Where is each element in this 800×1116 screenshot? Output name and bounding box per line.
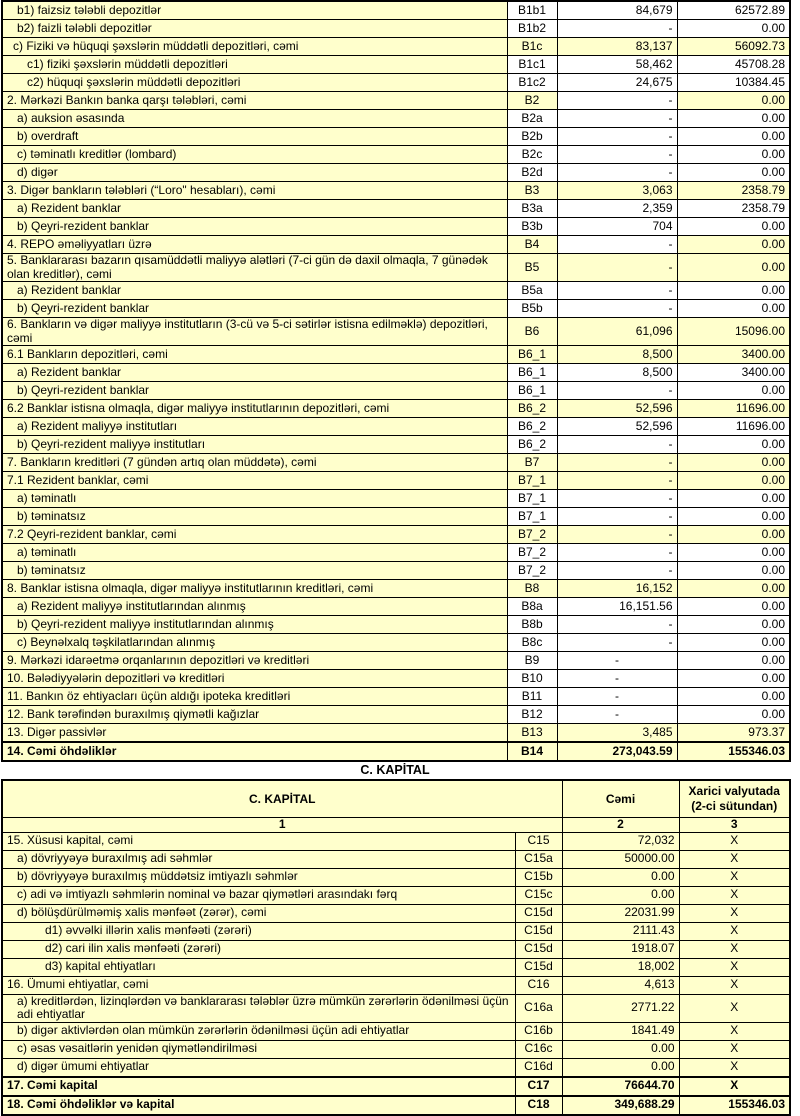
row-total-value: - xyxy=(557,454,677,472)
row-code: B8b xyxy=(507,616,557,634)
row-code: B6_2 xyxy=(507,400,557,418)
table-row xyxy=(2,634,790,652)
row-foreign-currency-value: 0.00 xyxy=(677,436,790,454)
row-code: B1c1 xyxy=(507,56,557,74)
table-row xyxy=(2,346,790,364)
liabilities-table xyxy=(1,0,791,762)
capital-header-foreign: Xarici valyutada (2-ci sütundan) xyxy=(679,780,790,818)
row-total-value: - xyxy=(557,382,677,400)
row-code: B6_1 xyxy=(507,382,557,400)
row-foreign-currency-value: 45708.28 xyxy=(677,56,790,74)
row-foreign-currency-value: 11696.00 xyxy=(677,418,790,436)
row-code: B1c2 xyxy=(507,74,557,92)
row-total-value: - xyxy=(557,616,677,634)
row-total-value: 704 xyxy=(557,218,677,236)
row-code: B8c xyxy=(507,634,557,652)
row-code: B7_1 xyxy=(507,472,557,490)
row-label: b1) faizsiz tələbli depozitlər xyxy=(2,1,507,20)
row-foreign-currency-value: 0.00 xyxy=(677,652,790,670)
row-total-value: - xyxy=(557,236,677,254)
row-total-value: 22031.99 xyxy=(562,904,679,922)
row-foreign-currency-value: 973.37 xyxy=(677,724,790,743)
row-foreign-currency-value: 0.00 xyxy=(677,92,790,110)
row-total-value: 16,152 xyxy=(557,580,677,598)
row-foreign-currency-value: 0.00 xyxy=(677,544,790,562)
row-foreign-currency-value: X xyxy=(679,886,790,904)
row-foreign-currency-value: 15096.00 xyxy=(677,318,790,346)
row-label: 15. Xüsusi kapital, cəmi xyxy=(2,832,515,850)
row-foreign-currency-value: 0.00 xyxy=(677,146,790,164)
row-code: B8a xyxy=(507,598,557,616)
table-row xyxy=(2,742,790,761)
row-foreign-currency-value: X xyxy=(679,832,790,850)
table-row xyxy=(2,922,790,940)
row-foreign-currency-value: 0.00 xyxy=(677,218,790,236)
capital-header-total: Cəmi xyxy=(562,780,679,818)
row-total-value: 0.00 xyxy=(562,868,679,886)
table-row xyxy=(2,1058,790,1077)
table-row xyxy=(2,1040,790,1058)
row-label: 3. Digər bankların tələbləri (“Loro" hesabları), cəmi xyxy=(2,182,507,200)
row-code: C16 xyxy=(515,976,562,994)
row-code: C16d xyxy=(515,1058,562,1077)
table-row xyxy=(2,1096,790,1115)
row-label: a) Rezident maliyyə institutları xyxy=(2,418,507,436)
row-code: C15c xyxy=(515,886,562,904)
row-code: C16a xyxy=(515,994,562,1022)
row-code: B6_2 xyxy=(507,436,557,454)
row-foreign-currency-value: 2358.79 xyxy=(677,200,790,218)
table-row xyxy=(2,20,790,38)
row-label: d) digər xyxy=(2,164,507,182)
row-label: a) Rezident maliyyə institutlarından alınmış xyxy=(2,598,507,616)
table-row xyxy=(2,364,790,382)
table-row xyxy=(2,940,790,958)
row-label: 6.1 Bankların depozitləri, cəmi xyxy=(2,346,507,364)
row-code: B7_2 xyxy=(507,544,557,562)
table-row xyxy=(2,74,790,92)
table-row xyxy=(2,454,790,472)
row-code: B2c xyxy=(507,146,557,164)
row-code: B6 xyxy=(507,318,557,346)
table-row xyxy=(2,300,790,318)
row-total-value: 18,002 xyxy=(562,958,679,976)
table-row xyxy=(2,110,790,128)
row-foreign-currency-value: 3400.00 xyxy=(677,346,790,364)
row-code: B5a xyxy=(507,282,557,300)
row-total-value: 3,485 xyxy=(557,724,677,743)
row-label: b) digər aktivlərdən olan mümkün zərərlərin ödənilməsi üçün adi ehtiyatlar xyxy=(2,1022,515,1040)
capital-section-title: C. KAPİTAL xyxy=(360,763,430,777)
table-row xyxy=(2,490,790,508)
row-total-value: 0.00 xyxy=(562,1040,679,1058)
row-foreign-currency-value: 0.00 xyxy=(677,526,790,544)
column-index-2: 2 xyxy=(562,818,679,833)
table-row xyxy=(2,508,790,526)
row-total-value: - xyxy=(557,254,677,282)
row-total-value: - xyxy=(557,128,677,146)
row-foreign-currency-value: X xyxy=(679,850,790,868)
row-total-value: - xyxy=(557,490,677,508)
table-row xyxy=(2,670,790,688)
table-row xyxy=(2,706,790,724)
row-total-value: - xyxy=(557,300,677,318)
row-label: c) adi və imtiyazlı səhmlərin nominal və bazar qiymətləri arasındakı fərq xyxy=(2,886,515,904)
row-code: C15a xyxy=(515,850,562,868)
row-label: d) digər ümumi ehtiyatlar xyxy=(2,1058,515,1077)
row-total-value: 16,151.56 xyxy=(557,598,677,616)
row-total-value: 349,688.29 xyxy=(562,1096,679,1115)
row-total-value: 52,596 xyxy=(557,400,677,418)
row-total-value: 76644.70 xyxy=(562,1077,679,1096)
capital-table-body xyxy=(2,780,790,1115)
row-code: C15d xyxy=(515,904,562,922)
row-total-value: - xyxy=(557,20,677,38)
table-row xyxy=(2,418,790,436)
column-index-3: 3 xyxy=(679,818,790,833)
row-label: b) Qeyri-rezident banklar xyxy=(2,382,507,400)
row-code: B2 xyxy=(507,92,557,110)
row-code: B7_1 xyxy=(507,490,557,508)
table-row xyxy=(2,472,790,490)
row-label: a) kreditlərdən, lizinqlərdən və banklararası tələblər üzrə mümkün zərərlərin ödənilməsi üçün adi ehtiyatlar xyxy=(2,994,515,1022)
row-code: B3a xyxy=(507,200,557,218)
row-code: B2a xyxy=(507,110,557,128)
table-row xyxy=(2,56,790,74)
row-foreign-currency-value: 0.00 xyxy=(677,282,790,300)
table-row xyxy=(2,832,790,850)
row-foreign-currency-value: 155346.03 xyxy=(677,742,790,761)
row-label: b) təminatsız xyxy=(2,508,507,526)
table-row xyxy=(2,236,790,254)
liabilities-table-body xyxy=(2,1,790,761)
row-label: d2) cari ilin xalis mənfəəti (zərəri) xyxy=(2,940,515,958)
row-total-value: - xyxy=(557,508,677,526)
row-label: 13. Digər passivlər xyxy=(2,724,507,743)
table-row xyxy=(2,218,790,236)
table-row xyxy=(2,92,790,110)
row-total-value: - xyxy=(557,544,677,562)
row-foreign-currency-value: X xyxy=(679,1058,790,1077)
row-label: 12. Bank tərəfindən buraxılmış qiymətli kağızlar xyxy=(2,706,507,724)
row-foreign-currency-value: X xyxy=(679,1077,790,1096)
row-label: c2) hüquqi şəxslərin müddətli depozitləri xyxy=(2,74,507,92)
table-row xyxy=(2,1,790,20)
row-label: c1) fiziki şəxslərin müddətli depozitləri xyxy=(2,56,507,74)
row-foreign-currency-value: 0.00 xyxy=(677,508,790,526)
row-total-value: 50000.00 xyxy=(562,850,679,868)
row-foreign-currency-value: 0.00 xyxy=(677,490,790,508)
row-code: B13 xyxy=(507,724,557,743)
row-foreign-currency-value: X xyxy=(679,1022,790,1040)
table-row xyxy=(2,562,790,580)
row-code: B6_1 xyxy=(507,364,557,382)
table-row xyxy=(2,254,790,282)
row-code: B7 xyxy=(507,454,557,472)
row-label: a) auksion əsasında xyxy=(2,110,507,128)
row-code: B5b xyxy=(507,300,557,318)
row-label: b) overdraft xyxy=(2,128,507,146)
row-foreign-currency-value: X xyxy=(679,940,790,958)
row-label: 9. Mərkəzi idarəetmə orqanlarının depozitləri və kreditləri xyxy=(2,652,507,670)
row-foreign-currency-value: 0.00 xyxy=(677,598,790,616)
row-code: B4 xyxy=(507,236,557,254)
row-foreign-currency-value: X xyxy=(679,868,790,886)
row-foreign-currency-value: 0.00 xyxy=(677,454,790,472)
row-label: b) Qeyri-rezident maliyyə institutları xyxy=(2,436,507,454)
row-label: 11. Bankın öz ehtiyacları üçün aldığı ipoteka kreditləri xyxy=(2,688,507,706)
row-label: a) təminatlı xyxy=(2,544,507,562)
row-label: 14. Cəmi öhdəliklər xyxy=(2,742,507,761)
row-foreign-currency-value: 11696.00 xyxy=(677,400,790,418)
row-foreign-currency-value: 0.00 xyxy=(677,300,790,318)
column-index-1: 1 xyxy=(2,818,562,833)
row-total-value: - xyxy=(557,706,677,724)
table-row xyxy=(2,598,790,616)
row-total-value: 58,462 xyxy=(557,56,677,74)
row-foreign-currency-value: 62572.89 xyxy=(677,1,790,20)
table-row xyxy=(2,850,790,868)
row-label: 6. Bankların və digər maliyyə institutların (3-cü və 5-ci sətirlər istisna edilməklə) depozitləri, cəmi xyxy=(2,318,507,346)
row-code: B9 xyxy=(507,652,557,670)
table-row xyxy=(2,544,790,562)
row-code: B2b xyxy=(507,128,557,146)
row-foreign-currency-value: 0.00 xyxy=(677,562,790,580)
table-row xyxy=(2,976,790,994)
row-code: B3b xyxy=(507,218,557,236)
row-total-value: 0.00 xyxy=(562,886,679,904)
row-total-value: - xyxy=(557,526,677,544)
row-code: B6_2 xyxy=(507,418,557,436)
row-total-value: - xyxy=(557,282,677,300)
row-total-value: 1841.49 xyxy=(562,1022,679,1040)
row-foreign-currency-value: 2358.79 xyxy=(677,182,790,200)
row-label: b) Qeyri-rezident maliyyə institutlarından alınmış xyxy=(2,616,507,634)
row-total-value: - xyxy=(557,688,677,706)
row-total-value: 8,500 xyxy=(557,364,677,382)
table-row xyxy=(2,128,790,146)
row-code: B1b2 xyxy=(507,20,557,38)
row-code: C16c xyxy=(515,1040,562,1058)
row-foreign-currency-value: X xyxy=(679,1040,790,1058)
row-foreign-currency-value: 0.00 xyxy=(677,670,790,688)
row-code: B7_2 xyxy=(507,562,557,580)
row-foreign-currency-value: 0.00 xyxy=(677,164,790,182)
table-row xyxy=(2,994,790,1022)
table-row xyxy=(2,580,790,598)
row-code: B6_1 xyxy=(507,346,557,364)
row-label: 17. Cəmi kapital xyxy=(2,1077,515,1096)
row-total-value: 273,043.59 xyxy=(557,742,677,761)
row-code: B7_1 xyxy=(507,508,557,526)
row-label: d1) əvvəlki illərin xalis mənfəəti (zərəri) xyxy=(2,922,515,940)
row-code: C15d xyxy=(515,940,562,958)
row-label: b) dövriyyəyə buraxılmış müddətsiz imtiyazlı səhmlər xyxy=(2,868,515,886)
row-foreign-currency-value: X xyxy=(679,958,790,976)
table-row xyxy=(2,868,790,886)
row-label: a) dövriyyəyə buraxılmış adi səhmlər xyxy=(2,850,515,868)
row-label: 18. Cəmi öhdəliklər və kapital xyxy=(2,1096,515,1115)
row-label: c) təminatlı kreditlər (lombard) xyxy=(2,146,507,164)
row-foreign-currency-value: 0.00 xyxy=(677,254,790,282)
row-total-value: 72,032 xyxy=(562,832,679,850)
table-row xyxy=(2,146,790,164)
row-label: b) təminatsız xyxy=(2,562,507,580)
row-label: 7.1 Rezident banklar, cəmi xyxy=(2,472,507,490)
table-row xyxy=(2,400,790,418)
row-label: 7. Bankların kreditləri (7 gündən artıq olan müddətə), cəmi xyxy=(2,454,507,472)
row-label: b) Qeyri-rezident banklar xyxy=(2,300,507,318)
row-total-value: 2771.22 xyxy=(562,994,679,1022)
row-foreign-currency-value: 56092.73 xyxy=(677,38,790,56)
row-foreign-currency-value: 0.00 xyxy=(677,110,790,128)
row-total-value: 4,613 xyxy=(562,976,679,994)
row-label: d3) kapital ehtiyatları xyxy=(2,958,515,976)
row-label: c) Fiziki və hüquqi şəxslərin müddətli depozitləri, cəmi xyxy=(2,38,507,56)
capital-header-title: C. KAPİTAL xyxy=(2,780,562,818)
row-total-value: 2,359 xyxy=(557,200,677,218)
row-foreign-currency-value: 0.00 xyxy=(677,580,790,598)
row-code: B2d xyxy=(507,164,557,182)
row-code: B14 xyxy=(507,742,557,761)
row-foreign-currency-value: 155346.03 xyxy=(679,1096,790,1115)
row-label: 6.2 Banklar istisna olmaqla, digər maliyyə institutlarının depozitləri, cəmi xyxy=(2,400,507,418)
row-code: B11 xyxy=(507,688,557,706)
row-foreign-currency-value: 10384.45 xyxy=(677,74,790,92)
row-code: B1b1 xyxy=(507,1,557,20)
row-label: 16. Ümumi ehtiyatlar, cəmi xyxy=(2,976,515,994)
row-total-value: 2111.43 xyxy=(562,922,679,940)
row-label: 2. Mərkəzi Bankın banka qarşı tələbləri, cəmi xyxy=(2,92,507,110)
row-code: C15b xyxy=(515,868,562,886)
row-code: B1c xyxy=(507,38,557,56)
table-row xyxy=(2,616,790,634)
row-code: B5 xyxy=(507,254,557,282)
row-total-value: 8,500 xyxy=(557,346,677,364)
table-row xyxy=(2,652,790,670)
row-total-value: 61,096 xyxy=(557,318,677,346)
row-code: C15 xyxy=(515,832,562,850)
row-total-value: - xyxy=(557,634,677,652)
row-foreign-currency-value: 0.00 xyxy=(677,236,790,254)
row-foreign-currency-value: 0.00 xyxy=(677,634,790,652)
row-code: B8 xyxy=(507,580,557,598)
row-code: B12 xyxy=(507,706,557,724)
row-foreign-currency-value: 0.00 xyxy=(677,616,790,634)
row-label: 8. Banklar istisna olmaqla, digər maliyyə institutlarının kreditləri, cəmi xyxy=(2,580,507,598)
row-label: d) bölüşdürülməmiş xalis mənfəət (zərər), cəmi xyxy=(2,904,515,922)
row-code: C17 xyxy=(515,1077,562,1096)
table-row xyxy=(2,182,790,200)
capital-column-index-row xyxy=(2,818,790,833)
row-code: B10 xyxy=(507,670,557,688)
table-row xyxy=(2,886,790,904)
row-code: C18 xyxy=(515,1096,562,1115)
row-total-value: - xyxy=(557,146,677,164)
row-foreign-currency-value: 0.00 xyxy=(677,688,790,706)
row-total-value: 0.00 xyxy=(562,1058,679,1077)
table-row xyxy=(2,1077,790,1096)
table-row xyxy=(2,164,790,182)
row-total-value: - xyxy=(557,92,677,110)
table-row xyxy=(2,904,790,922)
row-foreign-currency-value: X xyxy=(679,976,790,994)
row-foreign-currency-value: 3400.00 xyxy=(677,364,790,382)
row-foreign-currency-value: X xyxy=(679,904,790,922)
row-label: b) Qeyri-rezident banklar xyxy=(2,218,507,236)
row-foreign-currency-value: 0.00 xyxy=(677,20,790,38)
table-row xyxy=(2,688,790,706)
row-label: 5. Banklararası bazarın qısamüddətli maliyyə alətləri (7-ci gün də daxil olmaqla, 7 günədək olan kreditlər), cəmi xyxy=(2,254,507,282)
table-row xyxy=(2,724,790,743)
row-total-value: 24,675 xyxy=(557,74,677,92)
row-label: a) təminatlı xyxy=(2,490,507,508)
row-total-value: - xyxy=(557,472,677,490)
row-total-value: - xyxy=(557,652,677,670)
row-total-value: 1918.07 xyxy=(562,940,679,958)
row-total-value: 83,137 xyxy=(557,38,677,56)
table-row xyxy=(2,382,790,400)
row-total-value: - xyxy=(557,562,677,580)
capital-table xyxy=(1,779,791,1116)
row-code: B7_2 xyxy=(507,526,557,544)
row-label: c) Beynəlxalq təşkilatlarından alınmış xyxy=(2,634,507,652)
row-code: C15d xyxy=(515,922,562,940)
table-row xyxy=(2,526,790,544)
row-label: 4. REPO əməliyyatları üzrə xyxy=(2,236,507,254)
row-total-value: - xyxy=(557,110,677,128)
row-label: a) Rezident banklar xyxy=(2,364,507,382)
capital-header-row xyxy=(2,780,790,818)
row-total-value: 52,596 xyxy=(557,418,677,436)
row-label: b2) faizli tələbli depozitlər xyxy=(2,20,507,38)
row-foreign-currency-value: 0.00 xyxy=(677,706,790,724)
table-row xyxy=(2,200,790,218)
table-row xyxy=(2,436,790,454)
row-total-value: 3,063 xyxy=(557,182,677,200)
row-label: 10. Bələdiyyələrin depozitləri və kreditləri xyxy=(2,670,507,688)
row-code: B3 xyxy=(507,182,557,200)
row-total-value: - xyxy=(557,436,677,454)
row-foreign-currency-value: 0.00 xyxy=(677,382,790,400)
table-row xyxy=(2,958,790,976)
row-code: C16b xyxy=(515,1022,562,1040)
row-foreign-currency-value: 0.00 xyxy=(677,128,790,146)
table-row xyxy=(2,38,790,56)
row-label: 7.2 Qeyri-rezident banklar, cəmi xyxy=(2,526,507,544)
row-label: c) əsas vəsaitlərin yenidən qiymətləndirilməsi xyxy=(2,1040,515,1058)
row-total-value: - xyxy=(557,670,677,688)
row-code: C15d xyxy=(515,958,562,976)
table-row xyxy=(2,318,790,346)
row-total-value: 84,679 xyxy=(557,1,677,20)
row-label: a) Rezident banklar xyxy=(2,282,507,300)
table-row xyxy=(2,1022,790,1040)
row-foreign-currency-value: 0.00 xyxy=(677,472,790,490)
row-foreign-currency-value: X xyxy=(679,922,790,940)
row-label: a) Rezident banklar xyxy=(2,200,507,218)
row-foreign-currency-value: X xyxy=(679,994,790,1022)
table-row xyxy=(2,282,790,300)
row-total-value: - xyxy=(557,164,677,182)
